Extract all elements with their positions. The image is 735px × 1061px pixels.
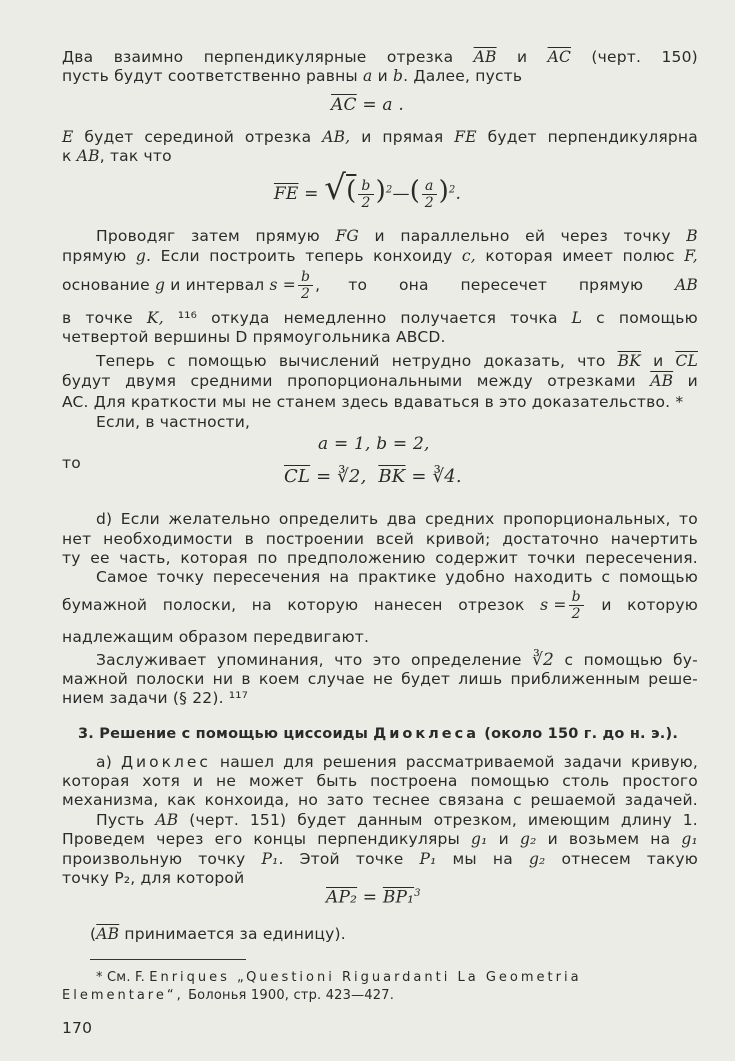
p3-line2: прямую g. Если построить теперь конхоиду c, которая имеет полюс F, [62, 247, 698, 265]
footnote-line1: * См. F. Enriques „Questioni Riguardanti La Geometria [96, 970, 582, 985]
p3-line5: четвертой вершины D прямоугольника ABCD. [62, 328, 446, 346]
p3-line3: основание g и интервал s = $\frac{b}{2}$ , то она пересечет прямую AB [62, 268, 698, 302]
equation-ap2: AP₂ = BP₁$^3$ [326, 887, 421, 908]
equation-cl-bk: $\overline{CL}$ = ∛2, $\overline{BK}$ = ∛4. [284, 466, 462, 487]
p6-line3: нием задачи (§ 22). ¹¹⁷ [62, 689, 249, 707]
p3-line1: Проводяг затем прямую FG и параллельно ей через точку B [96, 227, 698, 245]
p5-line2: нет необходимости в построении всей кривой; достаточно начертить [62, 530, 698, 548]
equation-ac: $\overline{AC} = a$ . [331, 95, 404, 115]
p1-line1: Два взаимно перпендикулярные отрезка $\overline{AB}$ и $\overline{AC}$ (черт. 150) [62, 48, 698, 66]
p5-line6: надлежащим образом передвигают. [62, 628, 370, 646]
p4-line2: будут двумя средними пропорциональными между отрезками $\overline{AB}$ и [62, 372, 698, 390]
p1-line2: пусть будут соответственно равны a и b. Далее, пусть [62, 67, 523, 85]
p7-line4: Пусть AB (черт. 151) будет данным отрезком, имеющим длину 1. [96, 811, 698, 829]
word-to: то [62, 454, 81, 472]
page-number: 170 [62, 1019, 93, 1037]
p2-line1: E будет серединой отрезка AB, и прямая FE будет перпендикулярна [62, 128, 698, 146]
p5-line3: ту ее часть, которая по предположению содержит точки пересечения. [62, 549, 698, 567]
equation-fe: $\overline{FE}$ = √( $\frac{b}{2}$ )$^2$—( $\frac{a}{2}$ )$^2$. [273, 168, 462, 211]
p7-line1: a) Диоклес нашел для решения рассматриваемой задачи кривую, [96, 753, 698, 771]
p7-line3: механизма, как конхоида, но зато теснее связана с решаемой задачей. [62, 791, 698, 809]
p6-line2: мажной полоски ни в коем случае не будет лишь приближенным реше- [62, 670, 698, 688]
p5-line5: бумажной полоски, на которую нанесен отрезок s = $\frac{b}{2}$ и которую [62, 588, 698, 622]
p7-line5: Проведем через его концы перпендикуляры g₁ и g₂ и возьмем на g₁ [62, 830, 698, 848]
p4-line1: Теперь с помощью вычислений нетрудно доказать, что $\overline{BK}$ и $\overline{CL}$ [96, 352, 698, 370]
p6-line1: Заслуживает упоминания, что это определение ∛2 с помощью бу- [96, 650, 698, 670]
footnote-rule [90, 959, 246, 960]
section-heading: 3. Решение с помощью циссоиды Диоклеса (около 150 г. до н. э.). [78, 726, 679, 742]
equation-ab-values: a = 1, b = 2, [318, 434, 430, 454]
p2-line2: к AB, так что [62, 147, 172, 165]
p4-line4: Если, в частности, [96, 413, 251, 431]
p3-line4: в точке K, ¹¹⁶ откуда немедленно получается точка L с помощью [62, 309, 698, 327]
p8-line: ($\overline{AB}$ принимается за единицу). [90, 925, 346, 943]
footnote-line2: Elementare“, Болонья 1900, стр. 423—427. [62, 988, 395, 1003]
p5-line1: d) Если желательно определить два средних пропорциональных, то [96, 510, 698, 528]
p7-line7: точку P₂, для которой [62, 869, 245, 887]
p5-line4: Самое точку пересечения на практике удобно находить с помощью [96, 568, 698, 586]
p4-line3: AC. Для краткости мы не станем здесь вдаваться в это доказательство. * [62, 393, 684, 411]
p7-line6: произвольную точку P₁. Этой точке P₁ мы на g₂ отнесем такую [62, 850, 698, 868]
p7-line2: которая хотя и не может быть построена помощью столь простого [62, 772, 698, 790]
